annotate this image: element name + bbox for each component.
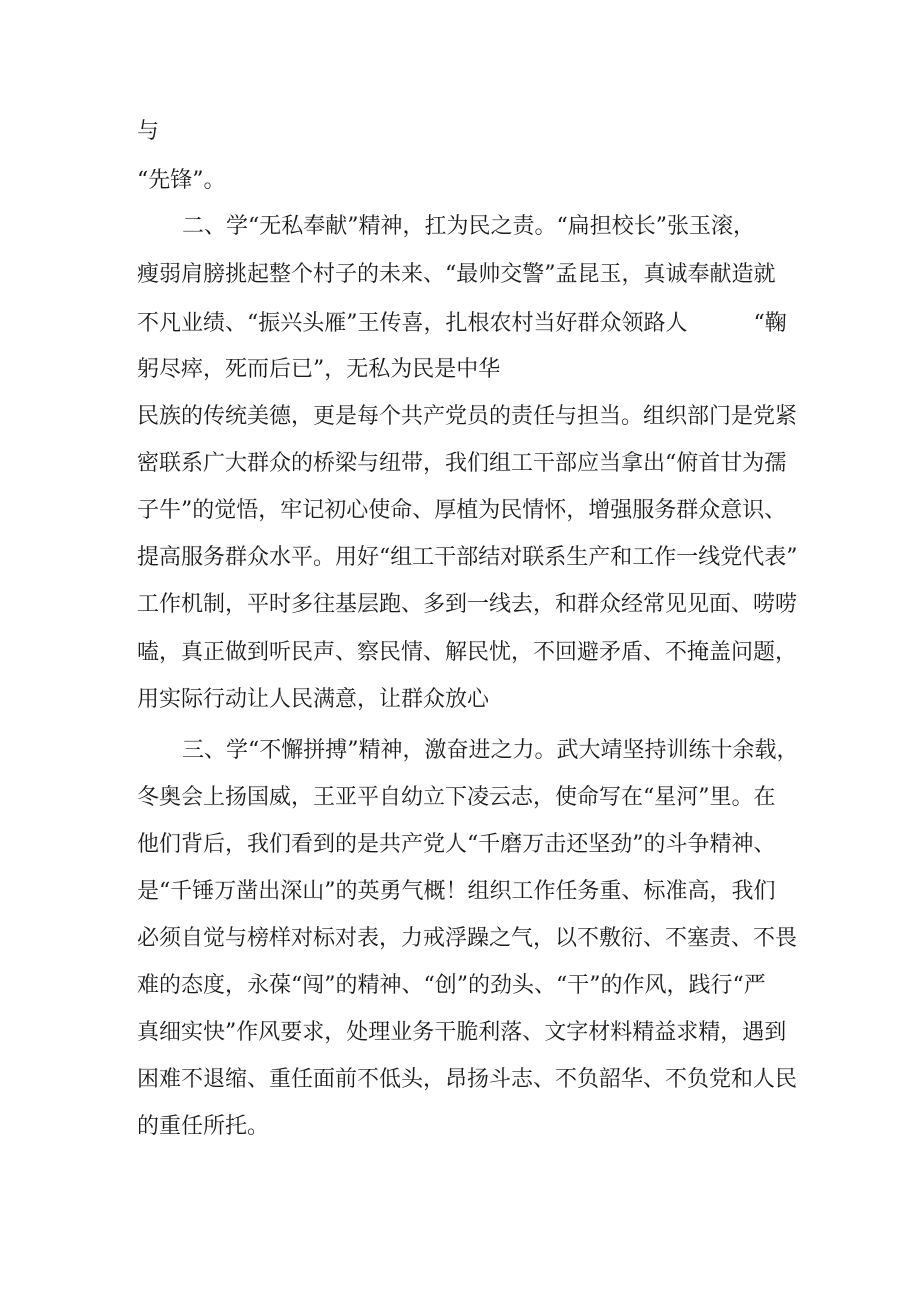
text-line: 冬奥会上扬国威，王亚平自幼立下凌云志，使命写在“星河”里。在: [137, 785, 776, 810]
paragraph-start-line: 二、学“无私奉献”精神，扛为民之责。“扁担校长”张玉滚，: [182, 214, 755, 239]
text-line: 难的态度，永葆“闯”的精神、“创”的劲头、“干”的作风，践行“严: [137, 973, 766, 998]
text-line: 民族的传统美德，更是每个共产党员的责任与担当。组织部门是党紧: [137, 404, 798, 429]
text-line: 真细实快”作风要求，处理业务干脆利落、文字材料精益求精，遇到: [137, 1020, 787, 1045]
text-line: 子牛”的觉悟，牢记初心使命、厚植为民情怀，增强服务群众意识、: [137, 498, 787, 523]
text-line: 躬尽瘁，死而后已”，无私为民是中华: [137, 357, 501, 382]
text-line: 瘦弱肩膀挑起整个村子的未来、“最帅交警”孟昆玉，真诚奉献造就: [137, 262, 776, 287]
text-line: 密联系广大群众的桥梁与纽带，我们组工干部应当拿出“俯首甘为孺: [137, 451, 787, 476]
text-line: 嗑，真正做到听民声、察民情、解民忧，不回避矛盾、不掩盖问题，: [137, 640, 798, 665]
paragraph-start-line: 三、学“不懈拼搏”精神，激奋进之力。武大靖坚持训练十余载，: [182, 738, 799, 763]
text-line: 不凡业绩、“振兴头雁”王传喜，扎根农村当好群众领路人 “鞠: [137, 311, 787, 336]
text-line: 的重任所托。: [137, 1114, 270, 1139]
text-line: 他们背后，我们看到的是共产党人“千磨万击还坚劲”的斗争精神、: [137, 832, 776, 857]
text-line: “先锋”。: [137, 168, 226, 193]
text-line: 用实际行动让人民满意，让群众放心: [137, 687, 490, 712]
text-line: 必须自觉与榜样对标对表，力戒浮躁之气，以不敷衍、不塞责、不畏: [137, 926, 798, 951]
text-line: 提高服务群众水平。用好“组工干部结对联系生产和工作一线党代表”: [137, 545, 798, 570]
text-line: 工作机制，平时多往基层跑、多到一线去，和群众经常见见面、唠唠: [137, 592, 798, 617]
text-line: 与: [137, 119, 160, 144]
text-line: 困难不退缩、重任面前不低头，昂扬斗志、不负韶华、不负党和人民: [137, 1067, 798, 1092]
text-line: 是“千锤万凿出深山”的英勇气概！组织工作任务重、标准高，我们: [137, 879, 776, 904]
